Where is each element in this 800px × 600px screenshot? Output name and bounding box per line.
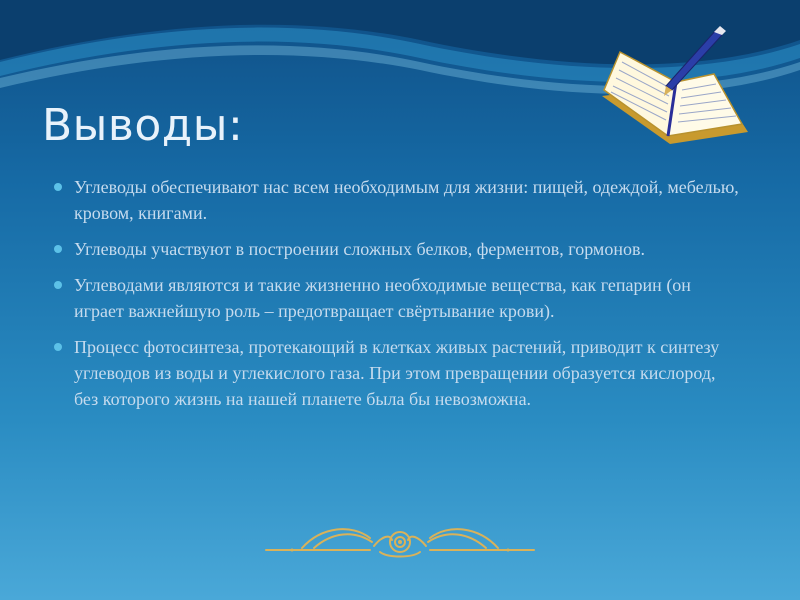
bullet-dot-icon [54,245,62,253]
slide-title: Выводы: [42,100,244,151]
gold-scroll-ornament-icon [262,516,538,560]
bullet-dot-icon [54,343,62,351]
bullet-dot-icon [54,183,62,191]
bullet-dot-icon [54,281,62,289]
bullet-list [52,174,742,422]
bullet-text: Углеводы обеспечивают нас всем необходимым для жизни: пищей, одеждой, мебелью, кровом, книгами. [74,177,739,223]
bullet-text: Углеводы участвуют в построении сложных белков, ферментов, гормонов. [74,239,645,259]
bullet-text: Процесс фотосинтеза, протекающий в клетках живых растений, приводит к синтезу углеводов из воды и углекислого газа. При этом превращении образуется кислород, без которого жизнь на нашей планете была бы невозможна. [74,337,720,409]
bullet-item-3 [52,272,742,324]
bullet-item-2 [52,236,742,262]
bullet-text: Углеводами являются и такие жизненно необходимые вещества, как гепарин (он играет важнейшую роль – предотвращает свёртывание крови). [74,275,691,321]
bullet-item-1 [52,174,742,226]
open-book-with-pen-icon [596,24,756,164]
bullet-item-4 [52,334,742,412]
